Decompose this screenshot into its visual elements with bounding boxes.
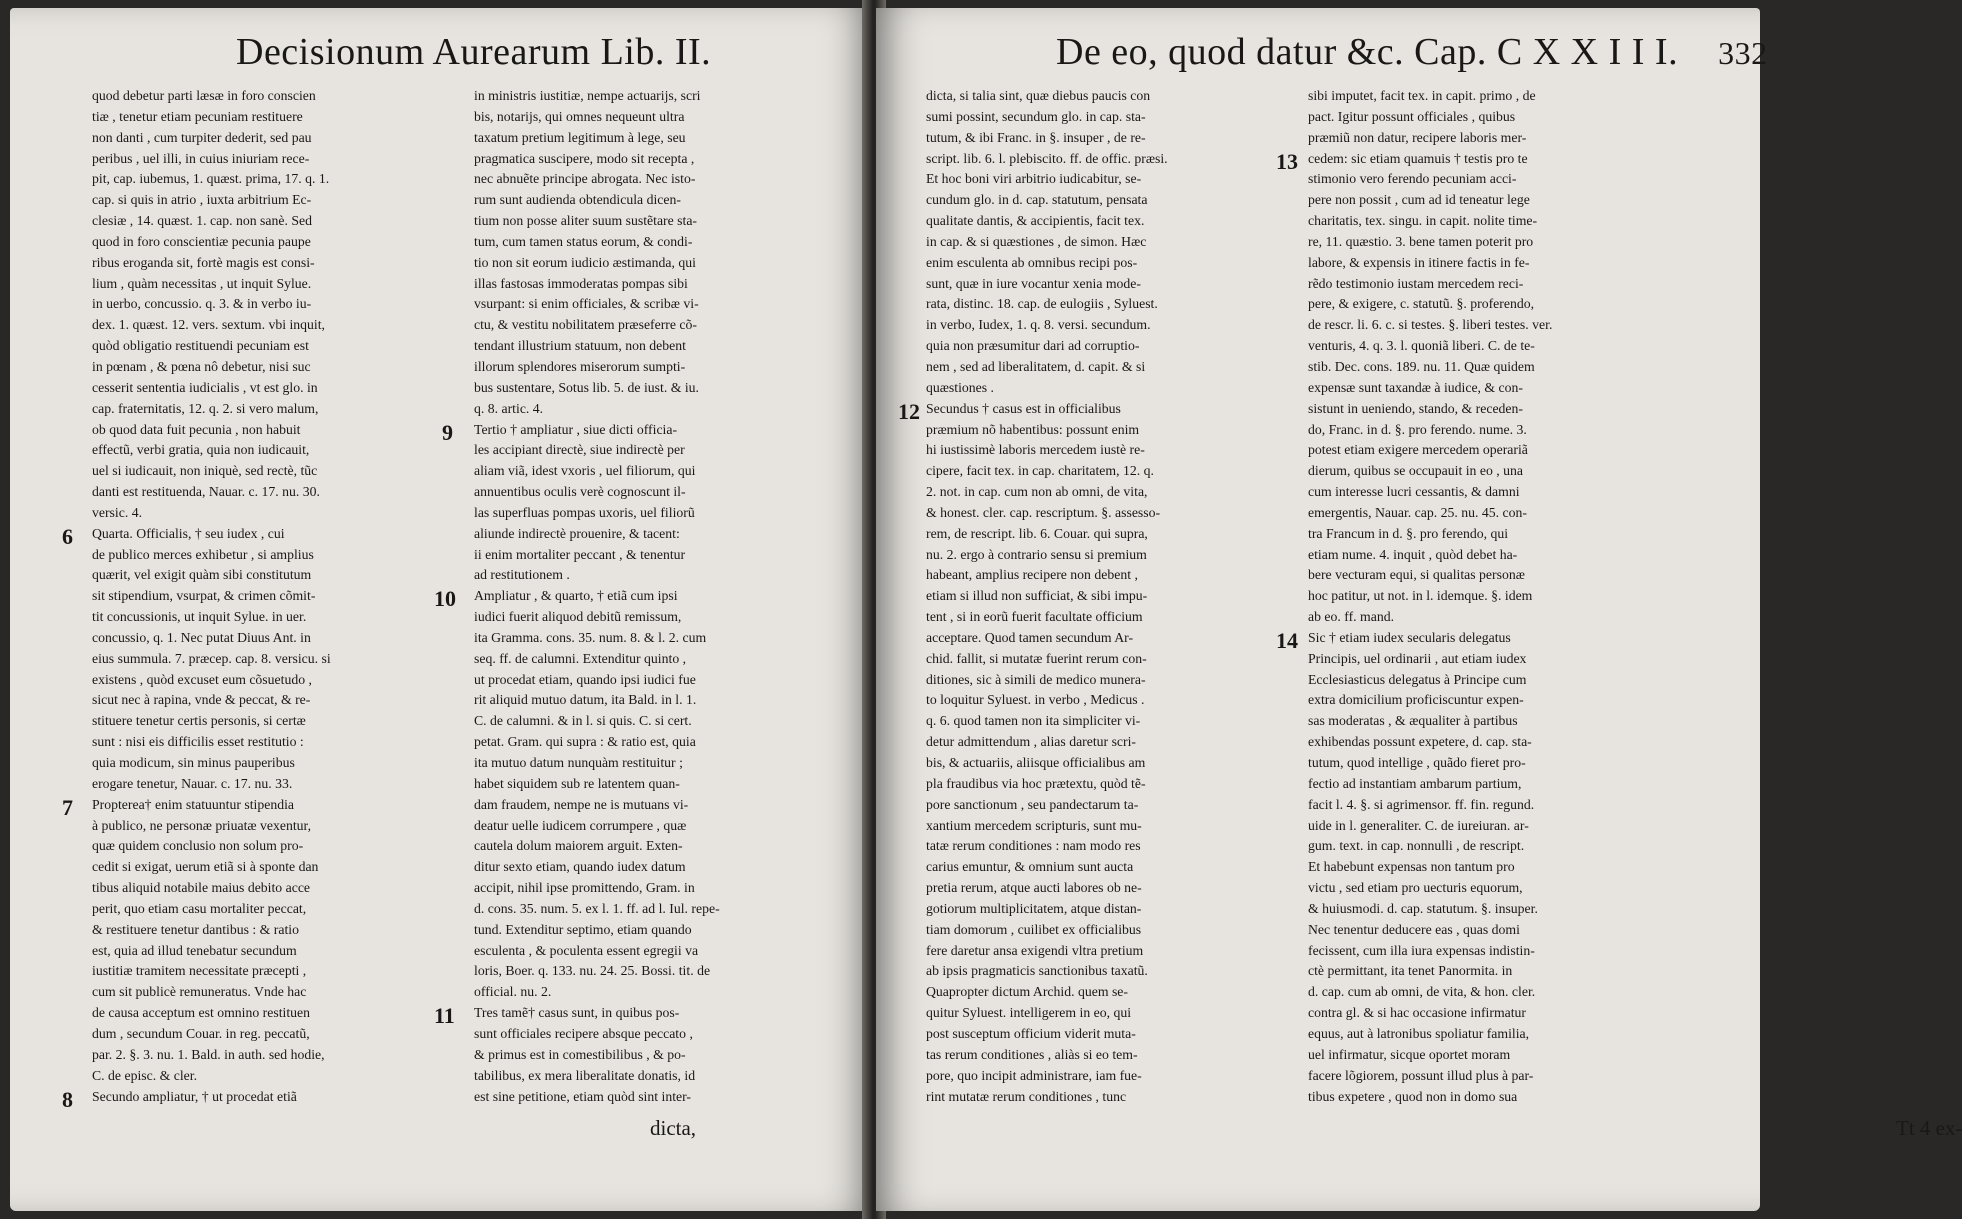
text-line: bus sustentare, Sotus lib. 5. de iust. & iu.: [474, 379, 699, 395]
text-line: sicut nec à rapina, vnde & peccat, & re-: [92, 692, 311, 708]
text-line: tendant illustrium statuum, non debent: [474, 338, 686, 354]
text-line: Nec tenentur deducere eas , quas domi: [1308, 921, 1520, 937]
text-line: quitur Syluest. intelligerem in eo, qui: [926, 1005, 1132, 1021]
left-running-head: Decisionum Aurearum Lib. II.: [236, 31, 712, 73]
text-line: præmium nõ habentibus: possunt enim: [926, 421, 1140, 437]
text-line: uide in l. generaliter. C. de iureiuran. ar-: [1308, 817, 1529, 833]
text-line: dierum, quibus se occupauit in eo , una: [1308, 463, 1523, 479]
text-line: cipere, facit tex. in cap. charitatem, 12. q.: [926, 463, 1154, 479]
text-line: labore, & expensis in itinere factis in fe-: [1308, 254, 1530, 270]
text-line: do, Franc. in d. §. pro ferendo. nume. 3.: [1308, 421, 1527, 437]
text-line: dex. 1. quæst. 12. vers. sextum. vbi inquit,: [92, 317, 325, 333]
text-line: victu , sed etiam pro uecturis equorum,: [1308, 880, 1523, 896]
text-line: annuentibus oculis verè cognoscunt il-: [474, 484, 686, 500]
text-line: uel si iudicauit, non iniquè, sed rectè, tũc: [92, 463, 318, 479]
left-page: [10, 8, 872, 1211]
text-line: est sine petitione, etiam quòd sint inter-: [474, 1088, 692, 1104]
left-column-2: [474, 86, 836, 1107]
text-line: dicta, si talia sint, quæ diebus paucis con: [926, 88, 1151, 103]
text-line: tatæ rerum conditiones : nam modo res: [926, 838, 1141, 854]
text-line: cum sit publicè remuneratus. Vnde hac: [92, 984, 307, 1000]
text-line: C. de episc. & cler.: [92, 1067, 198, 1083]
text-line: Principis, uel ordinarii , aut etiam iudex: [1308, 650, 1527, 666]
margin-number: 8: [62, 1087, 73, 1112]
text-line: de rescr. li. 6. c. si testes. §. liberi testes. ver.: [1308, 317, 1553, 333]
right-column-2: [1308, 86, 1718, 1107]
right-page: [876, 8, 1962, 1211]
text-line: nu. 2. ergo à contrario sensu si premium: [926, 546, 1147, 562]
text-line: tibus expetere , quod non in domo sua: [1308, 1088, 1518, 1104]
catchword: dicta,: [650, 1116, 697, 1140]
text-line: lium , quàm necessitas , ut inquit Sylue.: [92, 275, 312, 291]
text-line: de publico merces exhibetur , si amplius: [92, 546, 314, 562]
text-line: quæ quidem conclusio non solum pro-: [92, 838, 304, 854]
text-line: iustitiæ tramitem necessitate præcepti ,: [92, 963, 307, 979]
text-line: Propterea† enim statuuntur stipendia: [92, 796, 295, 812]
text-line: versic. 4.: [92, 504, 143, 520]
text-line: effectũ, verbi gratia, quia non iudicauit,: [92, 442, 310, 458]
text-line: in verbo, Iudex, 1. q. 8. versi. secundum.: [926, 317, 1151, 333]
text-line: rata, distinc. 18. cap. de eulogiis , Syluest.: [926, 296, 1158, 312]
text-line: rint mutatæ rerum conditiones , tunc: [926, 1088, 1127, 1104]
text-line: cedem: sic etiam quamuis † testis pro te: [1308, 150, 1528, 166]
text-line: venturis, 4. q. 3. l. quoniã liberi. C. de te-: [1308, 338, 1535, 354]
margin-number: 9: [442, 420, 453, 445]
text-line: les accipiant directè, siue indirectè per: [474, 442, 685, 458]
margin-number: 13: [1276, 149, 1298, 174]
margin-number: 6: [62, 524, 73, 549]
text-line: las superfluas pompas uxoris, uel filiorũ: [474, 504, 695, 520]
text-line: fectio ad instantiam ambarum partium,: [1308, 775, 1522, 791]
text-line: bis, & actuariis, aliisque officialibus am: [926, 755, 1146, 770]
text-line: cautela dolum maiorem arguit. Exten-: [474, 838, 683, 854]
text-line: tium non posse aliter suum sustẽtare sta-: [474, 213, 698, 229]
text-line: pit, cap. iubemus, 1. quæst. prima, 17. q. 1.: [92, 171, 330, 187]
text-line: sumi possint, secundum glo. in cap. sta-: [926, 108, 1146, 124]
text-line: pere, & exigere, c. statutũ. §. proferendo,: [1308, 296, 1535, 312]
text-line: stib. Dec. cons. 189. nu. 11. Quæ quidem: [1308, 358, 1535, 374]
text-line: seq. ff. de calumni. Extenditur quinto ,: [474, 650, 687, 666]
text-line: tibus aliquid notabile maius debito acce: [92, 880, 311, 896]
text-line: charitatis, tex. singu. in capit. nolite time-: [1308, 213, 1538, 229]
text-line: ab ipsis pragmaticis sanctionibus taxatũ.: [926, 963, 1148, 979]
text-line: vsurpant: si enim officiales, & scribæ vi-: [474, 296, 699, 312]
text-line: d. cap. cum ab omni, de vita, & hon. cler.: [1308, 984, 1536, 1000]
text-line: ita mutuo datum nunquàm restituitur ;: [474, 755, 683, 770]
text-line: peribus , uel illi, in cuius iniuriam rece-: [92, 150, 310, 166]
text-line: sit stipendium, vsurpat, & crimen cõmit-: [92, 588, 316, 604]
text-line: quòd obligatio restituendi pecuniam est: [92, 338, 309, 354]
text-line: Tertio † ampliatur , siue dicti officia-: [474, 421, 678, 437]
text-line: q. 8. artic. 4.: [474, 400, 544, 416]
text-line: cap. fraternitatis, 12. q. 2. si vero malum,: [92, 400, 319, 416]
text-line: Sic † etiam iudex secularis delegatus: [1308, 629, 1511, 645]
text-line: gotiorum multiplicitatem, atque distan-: [926, 900, 1142, 916]
text-line: à publico, ne personæ priuatæ vexentur,: [92, 817, 312, 833]
text-line: in ministris iustitiæ, nempe actuarijs, scri: [474, 88, 701, 103]
text-line: tio non sit eorum iudicio æstimanda, qui: [474, 254, 696, 270]
text-line: Quapropter dictum Archid. quem se-: [926, 984, 1128, 1000]
text-line: Quarta. Officialis, † seu iudex , cui: [92, 525, 285, 541]
text-line: præmiũ non datur, recipere laboris mer-: [1308, 129, 1527, 145]
text-line: de causa acceptum est omnino restituen: [92, 1005, 311, 1021]
text-line: re, 11. quæstio. 3. bene tamen poterit pro: [1308, 233, 1534, 249]
text-line: Secundo ampliatur, † ut procedat etiã: [92, 1088, 297, 1104]
text-line: tra Francum in d. §. pro ferendo, qui: [1308, 525, 1509, 541]
text-line: cap. si quis in atrio , iuxta arbitrium Ec-: [92, 192, 312, 208]
text-line: fecissent, cum illa iura expensas indistin-: [1308, 942, 1535, 958]
text-line: quærit, vel exigit quàm sibi constitutum: [92, 567, 312, 583]
text-line: cum interesse lucri cessantis, & damni: [1308, 484, 1520, 500]
text-line: equus, aut à latronibus spoliatur familia,: [1308, 1025, 1530, 1041]
text-line: iudici fuerit aliquod debitũ remissum,: [474, 609, 682, 625]
text-line: acceptare. Quod tamen secundum Ar-: [926, 629, 1134, 645]
text-line: nem , sed ad liberalitatem, d. capit. & si: [926, 358, 1146, 374]
text-line: & honest. cler. cap. rescriptum. §. assesso-: [926, 504, 1161, 520]
text-line: & huiusmodi. d. cap. statutum. §. insuper.: [1308, 900, 1538, 916]
text-line: perit, quo etiam casu mortaliter peccat,: [92, 900, 307, 916]
text-line: Ecclesiasticus delegatus à Principe cum: [1308, 671, 1527, 687]
margin-number: 10: [434, 586, 456, 611]
text-line: pore sanctionum , seu pandectarum ta-: [926, 796, 1139, 812]
margin-number: 12: [898, 399, 920, 424]
text-line: pla fraudibus via hoc prætextu, quòd tẽ-: [926, 775, 1146, 791]
text-line: tutum, quod intellige , quãdo fieret pro-: [1308, 755, 1526, 770]
text-line: deatur uelle iudicem corrumpere , quæ: [474, 817, 687, 833]
left-column-1: [92, 86, 440, 1107]
text-line: xantium mercedem scripturis, sunt mu-: [926, 817, 1142, 833]
text-line: tum, cum tamen status eorum, & condi-: [474, 233, 693, 249]
margin-number: 11: [434, 1003, 455, 1028]
text-line: cundum glo. in d. cap. statutum, pensata: [926, 192, 1148, 208]
text-line: 2. not. in cap. cum non ab omni, de vita,: [926, 484, 1148, 500]
text-line: ii enim mortaliter peccant , & tenentur: [474, 546, 686, 562]
margin-number: 7: [62, 795, 73, 820]
folio-number: 332: [1718, 35, 1768, 71]
text-line: aliam viã, idest vxoris , uel filiorum, qui: [474, 463, 696, 479]
text-line: fere daretur ansa exigendi vltra pretium: [926, 942, 1144, 958]
text-line: facere lõgiorem, possunt illud plus à par-: [1308, 1067, 1534, 1083]
text-line: tutum, & ibi Franc. in §. insuper , de re-: [926, 129, 1146, 145]
margin-number: 14: [1276, 628, 1298, 653]
text-line: rem, de rescript. lib. 6. Couar. qui supra,: [926, 525, 1148, 541]
text-line: Et habebunt expensas non tantum pro: [1308, 859, 1515, 875]
text-line: illas fastosas immoderatas pompas sibi: [474, 275, 688, 291]
text-line: erogare tenetur, Nauar. c. 17. nu. 33.: [92, 775, 293, 791]
text-line: dum , secundum Couar. in reg. peccatũ,: [92, 1025, 310, 1041]
text-line: to loquitur Syluest. in verbo , Medicus .: [926, 692, 1145, 708]
text-line: quia modicum, sin minus pauperibus: [92, 755, 295, 770]
text-line: existens , quòd excuset eum cõsuetudo ,: [92, 671, 312, 687]
text-line: Ampliatur , & quarto, † etiã cum ipsi: [474, 588, 678, 604]
text-line: ita Gramma. cons. 35. num. 8. & l. 2. cum: [474, 629, 707, 645]
text-line: clesiæ , 14. quæst. 1. cap. non sanè. Sed: [92, 213, 312, 229]
text-line: tund. Extenditur septimo, etiam quando: [474, 921, 692, 937]
text-line: pore, quo incipit administrare, iam fue-: [926, 1067, 1142, 1083]
text-line: bere vecturam equi, si qualitas personæ: [1308, 567, 1525, 583]
text-line: q. 6. quod tamen non ita simpliciter vi-: [926, 713, 1141, 729]
text-line: qualitate dantis, & accipientis, facit tex.: [926, 213, 1145, 229]
text-line: pact. Igitur possunt officiales , quibus: [1308, 108, 1516, 124]
text-line: sunt, quæ in iure vocantur xenia mode-: [926, 275, 1141, 291]
text-line: quia non præsumitur dari ad corruptio-: [926, 338, 1140, 354]
text-line: concussio, q. 1. Nec putat Diuus Ant. in: [92, 629, 311, 645]
text-line: exhibendas possunt expetere, d. cap. sta-: [1308, 734, 1532, 750]
text-line: sunt : nisi eis difficilis esset restitutio :: [92, 734, 304, 750]
text-line: tit concussionis, ut inquit Sylue. in uer.: [92, 609, 307, 625]
text-line: official. nu. 2.: [474, 984, 552, 1000]
text-line: Secundus † casus est in officialibus: [926, 400, 1121, 416]
catchword: Tt 4 ex-: [1896, 1116, 1962, 1140]
text-line: habet siquidem sub re latentem quan-: [474, 775, 680, 791]
text-line: ditiones, sic à simili de medico munera-: [926, 671, 1146, 687]
text-line: hoc patitur, ut not. in l. idemque. §. idem: [1308, 588, 1533, 604]
text-line: taxatum pretium legitimum à lege, seu: [474, 129, 686, 145]
text-line: in uerbo, concussio. q. 3. & in verbo iu-: [92, 296, 312, 312]
text-line: ditur sexto etiam, quando iudex datum: [474, 859, 686, 875]
text-line: extra domicilium proficiscuntur expen-: [1308, 692, 1524, 708]
text-line: ctu, & vestitu nobilitatem præseferre cõ-: [474, 317, 697, 333]
text-line: rit aliquid mutuo datum, ita Bald. in l. 1.: [474, 692, 697, 708]
text-line: ob quod data fuit pecunia , non habuit: [92, 421, 301, 437]
text-line: ribus eroganda sit, fortè magis est consi-: [92, 254, 315, 270]
text-line: quod in foro conscientiæ pecunia paupe: [92, 233, 311, 249]
text-line: habeant, amplius recipere non debent ,: [926, 567, 1138, 583]
text-line: d. cons. 35. num. 5. ex l. 1. ff. ad l. Iul. repe-: [474, 900, 720, 916]
text-line: est, quia ad illud tenebatur secundum: [92, 942, 297, 958]
text-line: emergentis, Nauar. cap. 25. nu. 45. con-: [1308, 504, 1527, 520]
text-line: script. lib. 6. l. plebiscito. ff. de offic. præsi.: [926, 150, 1168, 166]
text-line: quæstiones .: [926, 379, 994, 395]
text-line: tas rerum conditiones , aliàs si eo tem-: [926, 1046, 1138, 1062]
text-line: potest etiam exigere mercedem operariã: [1308, 442, 1528, 458]
text-line: ut procedat etiam, quando ipsi iudici fue: [474, 671, 696, 687]
text-line: expensæ sunt taxandæ à iudice, & con-: [1308, 379, 1523, 395]
text-line: quod debetur parti læsæ in foro conscien: [92, 88, 316, 103]
running-head-text: De eo, quod datur &c. Cap. C X X I I I.: [1056, 31, 1679, 73]
text-line: sunt officiales recipere absque peccato ,: [474, 1025, 693, 1041]
text-line: sas moderatas , & æqualiter à partibus: [1308, 713, 1518, 729]
text-line: gum. text. in cap. nonnulli , de rescript.: [1308, 838, 1525, 854]
text-line: C. de calumni. & in l. si quis. C. si cert.: [474, 713, 692, 729]
text-line: tent , si in eorũ fuerit facultate officium: [926, 609, 1143, 625]
text-line: dam fraudem, nempe ne is mutuans vi-: [474, 796, 689, 812]
text-line: danti est restituenda, Nauar. c. 17. nu. 30.: [92, 484, 320, 500]
text-line: stituere tenetur certis personis, si certæ: [92, 713, 306, 729]
text-line: eius summula. 7. præcep. cap. 8. versicu. si: [92, 650, 331, 666]
text-line: nec abnuẽte principe abrogata. Nec isto-: [474, 171, 696, 187]
text-line: pretia rerum, atque aucti labores ob ne-: [926, 880, 1142, 896]
text-line: Et hoc boni viri arbitrio iudicabitur, se-: [926, 171, 1142, 187]
text-line: bis, notarijs, qui omnes nequeunt ultra: [474, 108, 685, 124]
text-line: etiam si illud non sufficiat, & sibi impu-: [926, 588, 1148, 604]
text-line: ctè permittant, ita tenet Panormita. in: [1308, 963, 1513, 979]
text-line: sistunt in ueniendo, stando, & receden-: [1308, 400, 1523, 416]
text-line: cesserit sententia iudicialis , vt est glo. in: [92, 379, 318, 395]
text-line: loris, Boer. q. 133. nu. 24. 25. Bossi. tit. de: [474, 963, 711, 979]
text-line: chid. fallit, si mutatæ fuerint rerum con-: [926, 650, 1147, 666]
text-line: in pœnam , & pœna nô debetur, nisi suc: [92, 358, 311, 374]
text-line: ad restitutionem .: [474, 567, 570, 583]
text-line: pragmatica suscipere, modo sit recepta ,: [474, 150, 695, 166]
text-line: etiam nume. 4. inquit , quòd debet ha-: [1308, 546, 1518, 562]
text-line: uel infirmatur, sicque oportet moram: [1308, 1046, 1511, 1062]
text-line: sibi imputet, facit tex. in capit. primo , de: [1308, 88, 1536, 103]
text-line: esculenta , & poculenta essent egregii va: [474, 942, 699, 958]
right-running-head: [1056, 30, 1768, 74]
text-line: tabilibus, ex mera liberalitate donatis, id: [474, 1067, 696, 1083]
text-line: rẽdo testimonio iustam mercedem reci-: [1308, 275, 1524, 291]
text-line: & restituere tenetur dantibus : & ratio: [92, 921, 299, 937]
text-line: Tres tamẽ† casus sunt, in quibus pos-: [474, 1005, 680, 1021]
text-line: ab eo. ff. mand.: [1308, 609, 1395, 625]
text-line: facit l. 4. §. si agrimensor. ff. fin. regund.: [1308, 796, 1535, 812]
text-line: tiam domorum , cuilibet ex officialibus: [926, 921, 1142, 937]
text-line: tiæ , tenetur etiam pecuniam restituere: [92, 108, 303, 124]
text-line: cedit si exigat, uerum etiã si à sponte dan: [92, 859, 319, 875]
text-line: illorum splendores miserorum sumpti-: [474, 358, 686, 374]
text-line: enim esculenta ab omnibus recipi pos-: [926, 254, 1138, 270]
right-column-1: [926, 86, 1276, 1107]
text-line: & primus est in comestibilibus , & po-: [474, 1046, 686, 1062]
text-line: detur admittendum , alias daretur scri-: [926, 734, 1136, 750]
text-line: par. 2. §. 3. nu. 1. Bald. in auth. sed hodie,: [92, 1046, 325, 1062]
text-line: contra gl. & si hac occasione infirmatur: [1308, 1005, 1527, 1021]
text-line: stimonio vero ferendo pecuniam acci-: [1308, 171, 1517, 187]
text-line: carius emuntur, & omnium sunt aucta: [926, 859, 1134, 875]
text-line: pere non possit , cum ad id teneatur lege: [1308, 192, 1530, 208]
text-line: petat. Gram. qui supra : & ratio est, quia: [474, 734, 696, 750]
text-line: rum sunt audienda obtendicula dicen-: [474, 192, 681, 208]
text-line: hi iustissimè laboris mercedem iustè re-: [926, 442, 1145, 458]
text-line: aliunde indirectè prouenire, & tacent:: [474, 525, 680, 541]
text-line: post susceptum officium viderit muta-: [926, 1025, 1136, 1041]
text-line: in cap. & si quæstiones , de simon. Hæc: [926, 233, 1147, 249]
text-line: non danti , cum turpiter dederit, sed pau: [92, 129, 312, 145]
text-line: accipit, nihil ipse promittendo, Gram. in: [474, 880, 695, 896]
